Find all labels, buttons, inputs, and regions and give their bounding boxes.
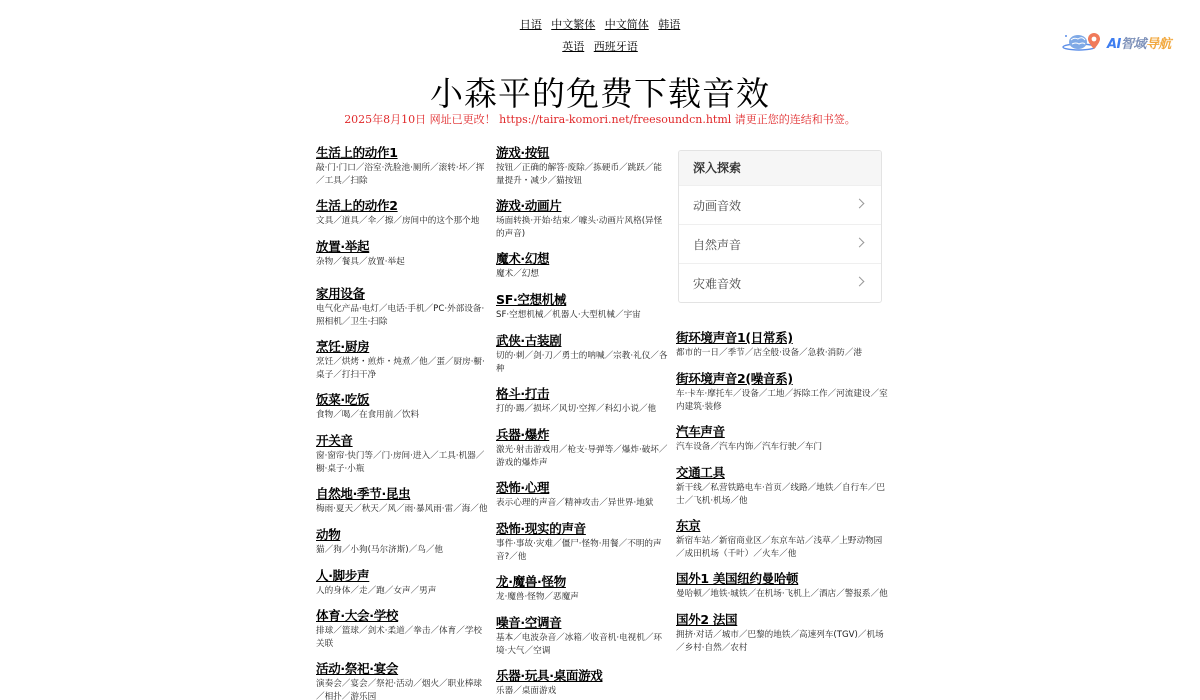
category-description: 食物／喝／在食用前／饮料	[316, 410, 420, 420]
category-item	[496, 424, 668, 477]
category-item	[316, 605, 488, 658]
logo-text-zy: 智域	[1120, 36, 1146, 52]
explore-heading: 深入探索	[679, 151, 881, 185]
chevron-right-icon	[855, 198, 865, 208]
category-item	[676, 368, 888, 421]
category-link[interactable]: 兵器·爆炸	[496, 427, 550, 442]
language-row-2	[0, 36, 1200, 58]
category-link[interactable]: 人·脚步声	[316, 568, 370, 583]
category-link[interactable]: 街环境声音1(日常系)	[676, 330, 793, 345]
category-item	[676, 568, 888, 609]
category-description: 新干线／私营铁路电车·首页／线路／地铁／自行车／巴士／飞机·机场／他	[676, 483, 885, 506]
category-link[interactable]: 开关音	[316, 433, 353, 448]
category-description: 杂物／餐具／放置·举起	[316, 257, 405, 267]
ai-navigation-logo[interactable]	[1061, 29, 1183, 55]
category-link[interactable]: 汽车声音	[676, 424, 725, 439]
explore-panel	[678, 150, 882, 303]
category-link[interactable]: 家用设备	[316, 286, 365, 301]
category-item	[316, 142, 488, 195]
category-item	[316, 195, 488, 236]
category-item	[676, 421, 888, 462]
category-link[interactable]: 自然地·季节·昆虫	[316, 486, 411, 501]
category-description: 切的·刺／剑·刀／勇士的呐喊／宗教·礼仪／各种	[496, 351, 668, 374]
category-description: 乐器／桌面游戏	[496, 686, 557, 696]
category-item	[316, 524, 488, 565]
category-link[interactable]: 游戏·动画片	[496, 198, 562, 213]
category-item	[316, 430, 488, 483]
category-description: 龙·魔兽·怪物／恶魔声	[496, 592, 579, 602]
language-nav	[0, 14, 1200, 58]
category-description: 基本／电波杂音／冰箱／收音机·电视机／环境·大气／空调	[496, 633, 663, 656]
category-description: 敲·门·门口／浴室·洗脸池·厕所／滚转·坏／挥／工具／扫除	[316, 163, 485, 186]
category-link[interactable]: 生活上的动作1	[316, 145, 398, 160]
category-link[interactable]: 东京	[676, 518, 701, 533]
explore-item-label: 灾难音效	[693, 276, 742, 291]
explore-item-disaster-sounds[interactable]	[679, 263, 881, 302]
category-item	[496, 142, 668, 195]
category-item	[316, 565, 488, 605]
category-description: 场面转换·开始·结束／噱头·动画片风格(异怪的声音)	[496, 216, 663, 239]
category-link[interactable]: 恐怖·心理	[496, 480, 550, 495]
category-link[interactable]: 游戏·按钮	[496, 145, 550, 160]
category-link[interactable]: 放置·举起	[316, 239, 370, 254]
category-column-3	[676, 327, 888, 662]
category-item	[316, 283, 488, 336]
page-title: 小森平的免费下载音效	[430, 74, 770, 113]
url-change-notice: 2025年8月10日 网址已更改！ https://taira-komori.net/freesoundcn.html 请更正您的连结和书签。	[344, 113, 856, 126]
category-item	[676, 609, 888, 662]
category-description: 文具／道具／伞／擦／房间中的这个那个地	[316, 216, 480, 226]
category-link[interactable]: 饭菜·吃饭	[316, 392, 370, 407]
lang-link-japanese[interactable]: 日语	[519, 18, 542, 31]
category-link[interactable]: 体育·大会·学校	[316, 608, 399, 623]
category-description: SF·空想机械／机器人·大型机械／宇宙	[496, 310, 641, 320]
category-description: 人的身体／走／跑／女声／男声	[316, 586, 437, 596]
explore-item-label: 自然声音	[693, 237, 742, 252]
category-link[interactable]: 动物	[316, 527, 341, 542]
logo-text-ai: AI	[1107, 36, 1121, 52]
category-description: 排球／篮球／剑术·柔道／拳击／体育／学校关联	[316, 626, 483, 649]
category-link[interactable]: 恐怖·现实的声音	[496, 521, 586, 536]
category-link[interactable]: 龙·魔兽·怪物	[496, 574, 566, 589]
category-description: 事件·事故·灾难／僵尸·怪物·用餐／不明的声音?／他	[496, 539, 662, 562]
category-link[interactable]: 街环境声音2(噪音系)	[676, 371, 793, 386]
category-description: 表示心理的声音／精神攻击／异世界·地狱	[496, 498, 654, 508]
category-item	[316, 236, 488, 283]
category-description: 烹饪／烘烤・煎炸・炖煮／他／蛋／厨房·橱·桌子／打扫干净	[316, 357, 485, 380]
category-item	[496, 665, 668, 700]
category-description: 车·卡车·摩托车／设备／工地／拆除工作／河流建设／室内建筑·装修	[676, 389, 888, 412]
category-link[interactable]: 国外2 法国	[676, 612, 738, 627]
chevron-right-icon	[855, 276, 865, 286]
category-item	[316, 658, 488, 700]
category-description: 都市的一日／季节／店全般·设备／急救·消防／港	[676, 348, 862, 358]
category-description: 魔术／幻想	[496, 269, 539, 279]
logo-text-dh: 导航	[1145, 36, 1171, 52]
category-item	[496, 571, 668, 612]
lang-link-simplified-chinese[interactable]: 中文简体	[604, 18, 649, 31]
category-link[interactable]: SF·空想机械	[496, 292, 567, 307]
category-link[interactable]: 国外1 美国纽约曼哈顿	[676, 571, 799, 586]
category-item	[496, 330, 668, 383]
category-link[interactable]: 乐器·玩具·桌面游戏	[496, 668, 603, 683]
category-item	[316, 483, 488, 524]
category-description: 打的·踢／损坏／风切·空挥／科幻小说／他	[496, 404, 657, 414]
lang-link-english[interactable]: 英语	[562, 40, 585, 53]
category-link[interactable]: 武侠·古装剧	[496, 333, 562, 348]
category-description: 按钮／正确的解答·废除／拣硬币／跳跃／能量提升・减少／猫按钮	[496, 163, 663, 186]
category-item	[496, 383, 668, 424]
category-description: 拥挤·对话／城市／巴黎的地铁／高速列车(TGV)／机场／乡村·自然／农村	[676, 630, 884, 653]
category-item	[496, 289, 668, 330]
category-item	[316, 336, 488, 389]
category-item	[496, 195, 668, 248]
lang-link-spanish[interactable]: 西班牙语	[593, 40, 638, 53]
category-link[interactable]: 魔术·幻想	[496, 251, 550, 266]
category-item	[316, 389, 488, 430]
explore-item-animation-sounds[interactable]	[679, 185, 881, 224]
category-link[interactable]: 生活上的动作2	[316, 198, 398, 213]
category-item	[496, 612, 668, 665]
category-description: 演奏会／宴会／祭祀·活动／烟火／职业棒球／相扑／游乐园	[316, 679, 483, 700]
category-description: 曼哈顿／地铁·城铁／在机场·飞机上／酒店／警报系／他	[676, 589, 888, 599]
category-description: 汽车设备／汽车内饰／汽车行驶／车门	[676, 442, 823, 452]
category-description: 梅雨·夏天／秋天／风／雨·暴风雨·雷／海／他	[316, 504, 488, 514]
category-description: 电气化产品·电灯／电话·手机／PC·外部设备·照相机／卫生·扫除	[316, 304, 485, 327]
category-item	[496, 248, 668, 289]
category-link[interactable]: 交通工具	[676, 465, 725, 480]
category-column-2	[496, 142, 668, 700]
explore-item-nature-sounds[interactable]	[679, 224, 881, 263]
category-description: 窗·窗帘·快门等／门·房间·进入／工具·机器／橱·桌子·小瓶	[316, 451, 485, 474]
lang-link-traditional-chinese[interactable]: 中文繁体	[551, 18, 596, 31]
category-link[interactable]: 噪音·空调音	[496, 615, 562, 630]
category-link[interactable]: 活动·祭祀·宴会	[316, 661, 399, 676]
category-column-1	[316, 142, 488, 700]
category-description: 新宿车站／新宿商业区／东京车站／浅草／上野动物园／成田机场（千叶）／火车／他	[676, 536, 883, 559]
category-link[interactable]: 格斗·打击	[496, 386, 550, 401]
category-item	[676, 462, 888, 515]
category-link[interactable]: 烹饪·厨房	[316, 339, 370, 354]
logo-text	[1107, 33, 1171, 52]
category-item	[496, 518, 668, 571]
category-description: 激光·射击游戏用／枪支·导弹等／爆炸·破坏／游戏的爆炸声	[496, 445, 668, 468]
lang-link-korean[interactable]: 韩语	[658, 18, 681, 31]
category-item	[676, 515, 888, 568]
explore-item-label: 动画音效	[693, 198, 742, 213]
language-row-1	[0, 14, 1200, 36]
brain-location-pin-icon	[1061, 30, 1105, 54]
chevron-right-icon	[855, 237, 865, 247]
category-description: 猫／狗／小狗(马尔济斯)／鸟／他	[316, 545, 444, 555]
category-item	[496, 477, 668, 518]
category-item	[676, 327, 888, 368]
